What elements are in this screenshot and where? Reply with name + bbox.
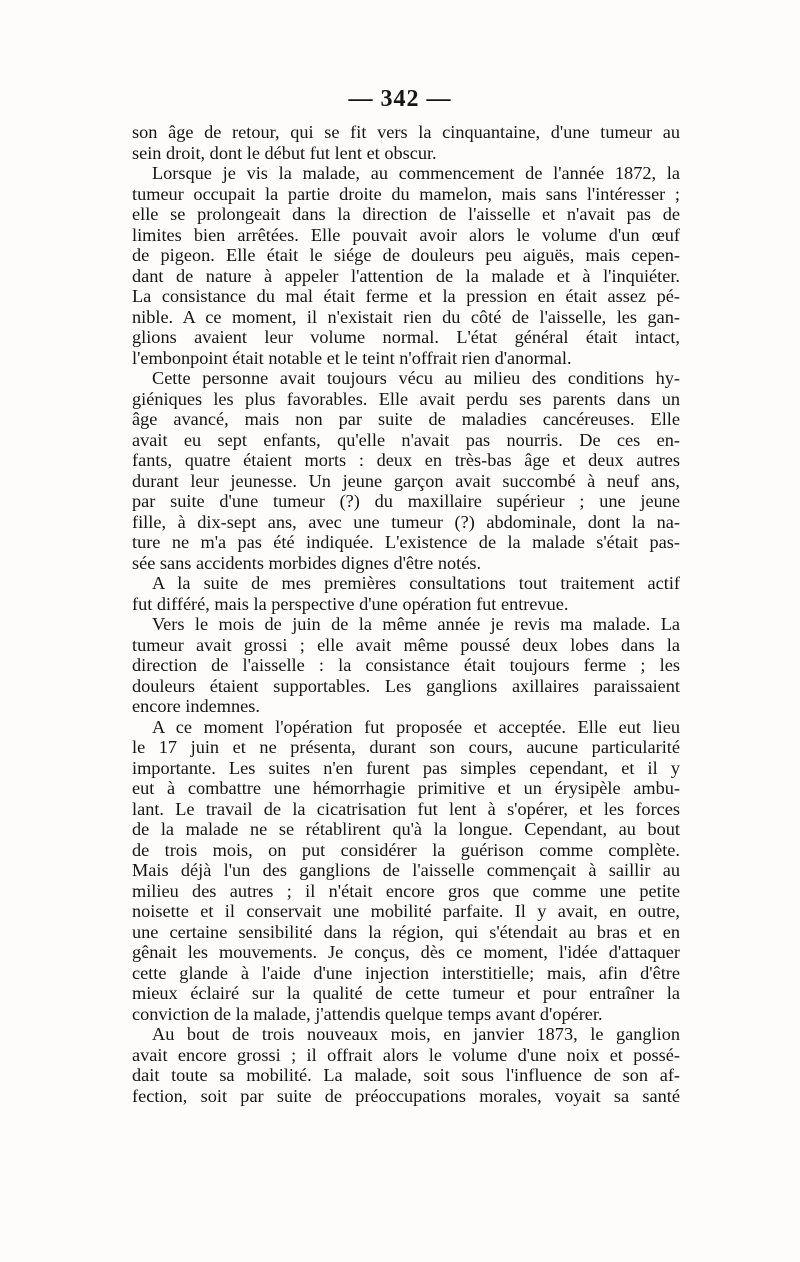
text-line-content: dait toute sa mobilité. La malade, soit sous l'influence de son af-	[132, 1065, 680, 1085]
text-line	[132, 983, 680, 1004]
text-line	[132, 1065, 680, 1086]
text-line-content: elle se prolongeait dans la direction de l'aisselle et n'avait pas de	[132, 204, 680, 224]
text-line	[132, 922, 680, 943]
text-line-content: Vers le mois de juin de la même année je revis ma malade. La	[152, 614, 680, 634]
text-line	[132, 389, 680, 410]
text-line	[132, 594, 680, 615]
text-line-content: douleurs étaient supportables. Les ganglions axillaires paraissaient	[132, 675, 680, 696]
text-line	[132, 512, 680, 533]
text-line	[132, 368, 680, 389]
text-line	[132, 1045, 680, 1066]
text-line-content: le 17 juin et ne présenta, durant son cours, aucune particularité	[132, 737, 680, 757]
text-line	[132, 266, 680, 287]
text-line-content: de la malade ne se rétablirent qu'à la longue. Cependant, au bout	[132, 819, 680, 839]
text-line	[132, 225, 680, 246]
text-line-content: giéniques les plus favorables. Elle avait perdu ses parents dans un	[132, 388, 680, 409]
text-line	[132, 307, 680, 328]
text-line	[132, 327, 680, 348]
text-line	[132, 553, 680, 574]
text-line-content: nible. A ce moment, il n'existait rien du côté de l'aisselle, les gan-	[132, 306, 680, 327]
page-number: — 342 —	[348, 86, 452, 112]
text-line-content: direction de l'aisselle : la consistance était toujours ferme ; les	[132, 655, 680, 675]
text-line-content: encore indemnes.	[132, 696, 260, 716]
text-line	[132, 676, 680, 697]
text-line	[132, 573, 680, 594]
text-line	[132, 1024, 680, 1045]
text-line-content: La consistance du mal était ferme et la pression en était assez pé-	[132, 286, 680, 306]
text-line-content: de pigeon. Elle était le siége de douleurs peu aiguës, mais cepen-	[132, 245, 680, 265]
text-line	[132, 409, 680, 430]
text-line-content: de trois mois, on put considérer la guérison comme complète.	[132, 839, 680, 860]
text-line-content: gênait les mouvements. Je conçus, dès ce moment, l'idée d'attaquer	[132, 942, 680, 962]
text-line-content: par suite d'une tumeur (?) du maxillaire supérieur ; une jeune	[132, 491, 680, 511]
text-line-content: ture ne m'a pas été indiquée. L'existence de la malade s'était pas-	[132, 532, 680, 552]
text-line	[132, 122, 680, 143]
text-line	[132, 286, 680, 307]
text-line	[132, 143, 680, 164]
text-line-content: lant. Le travail de la cicatrisation fut lent à s'opérer, et les forces	[132, 798, 680, 819]
text-line-content: A la suite de mes premières consultations tout traitement actif	[152, 573, 680, 593]
body-text	[132, 122, 680, 1106]
text-line-content: Cette personne avait toujours vécu au milieu des conditions hy-	[152, 368, 680, 388]
text-line	[132, 348, 680, 369]
text-line	[132, 799, 680, 820]
text-line	[132, 245, 680, 266]
text-line	[132, 655, 680, 676]
text-line-content: Mais déjà l'un des ganglions de l'aisselle commençait à saillir au	[132, 860, 680, 880]
text-line	[132, 430, 680, 451]
text-line-content: eut à combattre une hémorrhagie primitive et un érysipèle ambu-	[132, 778, 680, 798]
text-line	[132, 758, 680, 779]
text-line-content: âge avancé, mais non par suite de maladies cancéreuses. Elle	[132, 409, 680, 429]
text-line	[132, 696, 680, 717]
text-line	[132, 491, 680, 512]
text-line-content: conviction de la malade, j'attendis quelque temps avant d'opérer.	[132, 1003, 603, 1024]
text-line-content: importante. Les suites n'en furent pas simples cependant, et il y	[132, 757, 680, 778]
text-line	[132, 471, 680, 492]
text-line	[132, 819, 680, 840]
text-line-content: fille, à dix-sept ans, avec une tumeur (?) abdominale, dont la na-	[132, 511, 680, 532]
text-line-content: glions avaient leur volume normal. L'état général était intact,	[132, 327, 680, 347]
text-line-content: durant leur jeunesse. Un jeune garçon avait succombé à neuf ans,	[132, 470, 680, 491]
text-line	[132, 881, 680, 902]
text-line	[132, 163, 680, 184]
text-line	[132, 614, 680, 635]
text-line	[132, 450, 680, 471]
text-line-content: limites bien arrêtées. Elle pouvait avoir alors le volume d'un œuf	[132, 224, 680, 245]
text-line	[132, 635, 680, 656]
text-line-content: Au bout de trois nouveaux mois, en janvier 1873, le ganglion	[152, 1024, 680, 1044]
text-line	[132, 184, 680, 205]
text-line	[132, 1004, 680, 1025]
text-line-content: cette glande à l'aide d'une injection interstitielle; mais, afin d'être	[132, 962, 680, 983]
text-line-content: son âge de retour, qui se fit vers la cinquantaine, d'une tumeur au	[132, 122, 680, 142]
text-line-content: une certaine sensibilité dans la région, qui s'étendait au bras et en	[132, 921, 680, 942]
text-line-content: mieux éclairé sur la qualité de cette tumeur et pour entraîner la	[132, 983, 680, 1003]
text-line-content: Lorsque je vis la malade, au commencement de l'année 1872, la	[152, 163, 680, 183]
text-line-content: fut différé, mais la perspective d'une opération fut entrevue.	[132, 593, 569, 614]
text-line	[132, 204, 680, 225]
text-line-content: tumeur avait grossi ; elle avait même poussé deux lobes dans la	[132, 634, 680, 655]
text-line	[132, 840, 680, 861]
text-line-content: tumeur occupait la partie droite du mamelon, mais sans l'intéresser ;	[132, 183, 680, 204]
text-line	[132, 901, 680, 922]
text-line	[132, 737, 680, 758]
text-line-content: avait eu sept enfants, qu'elle n'avait pas nourris. De ces en-	[132, 429, 680, 450]
text-line	[132, 942, 680, 963]
text-line	[132, 963, 680, 984]
text-line	[132, 532, 680, 553]
text-line-content: dant de nature à appeler l'attention de la malade et à l'inquiéter.	[132, 265, 680, 286]
text-line-content: milieu des autres ; il n'était encore gros que comme une petite	[132, 880, 680, 901]
text-line-content: l'embonpoint était notable et le teint n'offrait rien d'anormal.	[132, 347, 572, 368]
text-line	[132, 717, 680, 738]
text-line-content: fection, soit par suite de préoccupations morales, voyait sa santé	[132, 1085, 680, 1106]
text-line-content: sée sans accidents morbides dignes d'être notés.	[132, 552, 482, 573]
text-line-content: avait encore grossi ; il offrait alors le volume d'une noix et possé-	[132, 1044, 680, 1065]
text-line-content: noisette et il conservait une mobilité parfaite. Il y avait, en outre,	[132, 901, 680, 921]
text-line-content: A ce moment l'opération fut proposée et acceptée. Elle eut lieu	[152, 716, 680, 737]
text-line	[132, 778, 680, 799]
text-line	[132, 1086, 680, 1107]
text-line-content: fants, quatre étaient morts : deux en très-bas âge et deux autres	[132, 450, 680, 470]
text-line	[132, 860, 680, 881]
text-line-content: sein droit, dont le début fut lent et obscur.	[132, 142, 437, 163]
